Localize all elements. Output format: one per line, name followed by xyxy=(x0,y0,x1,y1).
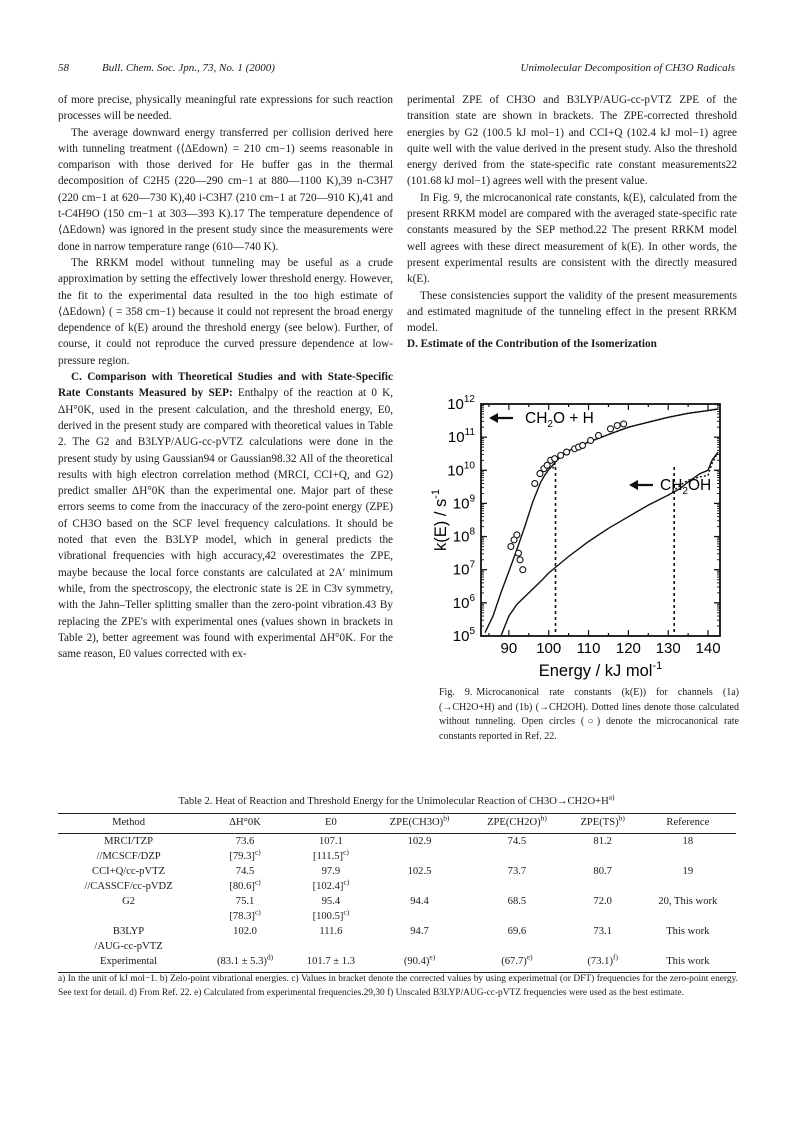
sep-data-point xyxy=(517,557,523,563)
table-cell: MRCI/TZP xyxy=(104,836,153,847)
table-cell xyxy=(640,879,736,894)
table-cell xyxy=(371,849,468,864)
x-axis-title: Energy / kJ mol$^{-1}$ xyxy=(538,660,663,680)
series-line xyxy=(501,452,718,636)
section-c xyxy=(58,369,393,662)
table-cell xyxy=(371,879,468,894)
table-row xyxy=(58,909,736,924)
table-cell: 80.7 xyxy=(593,866,612,877)
table-cell: Experimental xyxy=(58,954,199,973)
table-cell xyxy=(566,939,640,954)
paragraph: of more precise, physically meaningful rate expressions for such reaction processes will be needed. xyxy=(58,94,393,123)
sep-data-point xyxy=(596,432,602,438)
table-cell: /AUG-cc-pVTZ xyxy=(94,941,163,952)
series-line xyxy=(485,409,718,633)
table-cell: CCI+Q/cc-pVTZ xyxy=(92,866,166,877)
table-cell: 101.7 ± 1.3 xyxy=(291,954,371,973)
paragraph: perimental ZPE of CH3O and B3LYP/AUG-cc-pVTZ ZPE of the transition state are shown in brackets. The ZPE-corrected threshold energies by G2 (100.5 kJ mol−1) and CCI+Q (102.4 kJ mol−1) agree quite well with the value derived in the present study. Also the threshold energy derived from the state-specific rate constant measurements22 (101.68 kJ mol−1) agrees well with the present value. xyxy=(407,94,737,188)
table-title: Table 2. Heat of Reaction and Threshold Energy for the Unimolecular Reaction of $CH3O\to CH2O+H^{a)}$ xyxy=(178,792,615,807)
y-tick-label: $10^5$ xyxy=(452,626,475,645)
table-cell: $[80.6]^{c)}$ xyxy=(229,877,261,892)
plot-frame xyxy=(481,404,720,636)
rate-constant-chart xyxy=(424,390,736,680)
table-cell: B3LYP xyxy=(112,926,145,937)
table-cell xyxy=(640,939,736,954)
table-row xyxy=(58,894,736,909)
x-tick-label: 100 xyxy=(536,640,562,657)
table-cell: 75.1 xyxy=(235,896,255,907)
page-number: 58 xyxy=(58,62,69,74)
sep-data-point xyxy=(520,567,526,573)
column-header: Reference xyxy=(640,814,736,834)
sep-data-point xyxy=(564,449,570,455)
journal-citation: Bull. Chem. Soc. Jpn., 73, No. 1 (2000) xyxy=(102,62,275,74)
table-cell: 73.7 xyxy=(507,866,527,877)
sep-data-point xyxy=(508,544,514,550)
y-tick-label: $10^{12}$ xyxy=(447,394,475,413)
table-cell: This work xyxy=(666,926,710,937)
table-cell: $(67.7)^{e)}$ xyxy=(468,954,565,973)
table-cell xyxy=(640,909,736,924)
table-cell: 73.6 xyxy=(235,836,255,847)
x-tick-label: 120 xyxy=(615,640,641,657)
table-cell: G2 xyxy=(122,896,136,907)
table-cell xyxy=(566,849,640,864)
table-cell: 18 xyxy=(682,836,694,847)
running-title: Unimolecular Decomposition of CH3O Radicals xyxy=(520,62,735,74)
table-cell: 102.5 xyxy=(407,866,432,877)
table-cell xyxy=(468,849,565,864)
sep-data-point xyxy=(588,437,594,443)
paragraph: Enthalpy of the reaction at 0 K, ΔH°0K, used in the present calculation, and the threshold energy, E0, derived in the present study are compared with theoretical values in Table 2. The G2 and B3LYP/AUG-cc-pVTZ calculations were done in the present study by using Gaussian94 or Gaussian98.32 All of the theoretical results with high electron correlation method (MRCI, CCI+Q, and G2) predict smaller ΔH°0K than the experimental one. Major part of these errors seems to come from the inaccuracy of the zero-point energy (ZPE) of CH3O based on the SCF level frequency calculations. It should be noted that even the B3LYP model, which in general predicts the vibrational frequencies with high accuracy,42 overestimates the ZPE, maybe because the local force constants are calculated at 2A′ minimum while, from the spectroscopy, the electronic state is 2E in C3v symmetry, with the Jahn–Teller splitting smaller than the zero-point vibration.43 By replacing the ZPE's with experimental ones (values shown in brackets in Table 2), better agreement was found with experimental ΔH°0K. For the same reason, E0 values corrected with ex- xyxy=(58,387,394,661)
column-header: ΔH°0K xyxy=(199,814,291,834)
column-header: ZPE(TS)$^{b)}$ xyxy=(566,814,640,834)
table-cell: This work xyxy=(640,954,736,973)
threshold-energy-table xyxy=(58,813,736,973)
column-header: E0 xyxy=(291,814,371,834)
table-cell: //MCSCF/DZP xyxy=(96,851,161,862)
right-column xyxy=(407,92,737,353)
table-cell: $[78.3]^{c)}$ xyxy=(229,907,261,922)
paragraph: The RRKM model without tunneling may be useful as a crude approximation by setting the effectively lower threshold energy. However, the fit to the experimental data resulted in the too high estimate of ⟨ΔEdown⟩ ( = 358 cm−1) because it could not represent the broad energy dependence of k(E) around the threshold energy (see below). Further, of course, it could not reproduce the curved pressure dependence at low-pressure region. xyxy=(58,256,393,367)
table-cell: 19 xyxy=(682,866,694,877)
table-footnotes: a) In the unit of kJ mol−1. b) Zelo-point vibrational energies. c) Values in bracket denote the corrected values by using experimetnal (or DFT) frequencies for the zero-point energy. See text for detail. d) From Ref. 22. e) Calculated from experimental frequencies.29,30 f) Unscaled B3LYP/AUG-cc-pVTZ frequencies were used as the best estimate. xyxy=(58,974,738,998)
sep-data-point xyxy=(621,421,627,427)
y-tick-label: $10^6$ xyxy=(452,592,475,612)
table-row xyxy=(58,864,736,879)
table-row xyxy=(58,879,736,894)
table-cell: 72.0 xyxy=(593,896,612,907)
table-cell xyxy=(566,909,640,924)
series-label-ch2o-h: $CH_2O + H$ xyxy=(525,410,594,430)
table-cell xyxy=(58,909,199,924)
table-cell xyxy=(371,909,468,924)
table-cell xyxy=(371,939,468,954)
column-header: $ZPE(CH3O)^{b)}$ xyxy=(371,814,468,834)
table-cell: 107.1 xyxy=(318,836,343,847)
table-cell xyxy=(468,939,565,954)
table-cell: 81.2 xyxy=(593,836,612,847)
figure-caption xyxy=(439,686,739,744)
table-cell: 111.6 xyxy=(319,926,343,937)
table-cell: 73.1 xyxy=(593,926,612,937)
sep-data-point xyxy=(607,426,613,432)
table-cell: 95.4 xyxy=(321,896,341,907)
table-cell: $(73.1)^{f)}$ xyxy=(566,954,640,973)
table-cell: 69.6 xyxy=(507,926,527,937)
table-cell: 94.4 xyxy=(410,896,429,907)
sep-data-point xyxy=(515,550,521,556)
y-tick-label: $10^{10}$ xyxy=(447,460,475,480)
x-tick-label: 140 xyxy=(695,640,721,657)
sep-data-point xyxy=(532,481,538,487)
sep-data-point xyxy=(514,532,520,538)
table-cell xyxy=(640,849,736,864)
table-cell: 68.5 xyxy=(507,896,527,907)
table-cell xyxy=(291,939,371,954)
arrow-head xyxy=(489,413,498,423)
x-tick-label: 130 xyxy=(655,640,681,657)
table-cell: 74.5 xyxy=(235,866,255,877)
paragraph: In Fig. 9, the microcanonical rate constants, k(E), calculated from the present RRKM model are compared with the averaged state-specific rate constants measured by the SEP method.22 The present RRKM model well agrees with these direct measurement of k(E). In other words, the present experimental results are consistent with the directly measured k(E). xyxy=(407,191,737,286)
table-row xyxy=(58,954,736,973)
section-heading: D. Estimate of the Contribution of the Isomerization xyxy=(407,338,657,351)
paragraph: These consistencies support the validity of the present measurements and estimated magnitude of the tunneling effect in the present RRKM model. xyxy=(407,289,737,335)
x-tick-label: 110 xyxy=(576,640,601,657)
table-cell: $(90.4)^{e)}$ xyxy=(371,954,468,973)
sep-data-point xyxy=(558,452,564,458)
table-cell xyxy=(566,879,640,894)
table-cell xyxy=(468,909,565,924)
arrow-head xyxy=(629,480,638,490)
table-cell: 97.9 xyxy=(321,866,341,877)
series-label-ch2oh: $CH_2OH$ xyxy=(660,477,712,497)
table-cell: 74.5 xyxy=(507,836,527,847)
y-tick-label: $10^9$ xyxy=(452,493,475,513)
left-column xyxy=(58,92,393,662)
caption-number: Fig. 9. xyxy=(439,687,473,698)
table-row xyxy=(58,834,736,850)
x-tick-label: 90 xyxy=(500,640,518,657)
table-header-row xyxy=(58,814,736,834)
table-row xyxy=(58,924,736,939)
table-row xyxy=(58,939,736,954)
sep-data-point xyxy=(614,423,620,429)
y-tick-label: $10^7$ xyxy=(452,559,475,579)
table-cell: 102.0 xyxy=(233,926,257,937)
table-cell: //CASSCF/cc-pVDZ xyxy=(84,881,173,892)
table-cell xyxy=(199,939,291,954)
sep-data-point xyxy=(580,442,586,448)
column-header: $ZPE(CH2O)^{b)}$ xyxy=(468,814,565,834)
table-cell: 94.7 xyxy=(410,926,429,937)
caption-text: Microcanonical rate constants (k(E)) for channels (1a) (→CH2O+H) and (1b) (→CH2OH). Dotted lines denote those calculated without tunneling. Open circles (○) denote the microcanonical rate constants reported in Ref. 22. xyxy=(439,687,740,742)
table-cell: $[79.3]^{c)}$ xyxy=(229,847,261,862)
y-tick-label: $10^{11}$ xyxy=(447,427,475,447)
table-row xyxy=(58,849,736,864)
sep-data-point xyxy=(552,456,558,462)
figure-9 xyxy=(424,390,736,680)
table-cell: $[111.5]^{c)}$ xyxy=(312,847,349,862)
table-cell xyxy=(468,879,565,894)
table-cell: 20, This work xyxy=(658,896,718,907)
table-cell: 102.9 xyxy=(407,836,432,847)
table-cell: $[100.5]^{c)}$ xyxy=(312,907,350,922)
table-cell: $[102.4]^{c)}$ xyxy=(312,877,350,892)
y-tick-label: $10^8$ xyxy=(452,526,475,546)
section-heading: C. Comparison with Theoretical Studies and with State-Specific Rate Constants Measured by SEP: xyxy=(58,371,393,400)
column-header: Method xyxy=(58,814,199,834)
y-axis-title: $k(E) / s^{-1}$ xyxy=(430,488,450,552)
table-cell: $(83.1 \pm 5.3)^{d)}$ xyxy=(199,954,291,973)
paragraph: The average downward energy transferred per collision derived here with tunneling treatment (⟨ΔEdown⟩ = 210 cm−1) seems reasonable in comparison with those derived for He buffer gas in the thermal decomposition of C2H5 (220—290 cm−1 at 880—1100 K),39 n-C3H7 (220 cm−1 at 620—730 K),40 i-C3H7 (210 cm−1 at 720—910 K),41 and t-C4H9O (150 cm−1 at 303—393 K).17 The temperature dependence of ⟨ΔEdown⟩ was ignored in the present study since the measurements were done in narrow temperature range (610—740 K). xyxy=(58,126,393,253)
